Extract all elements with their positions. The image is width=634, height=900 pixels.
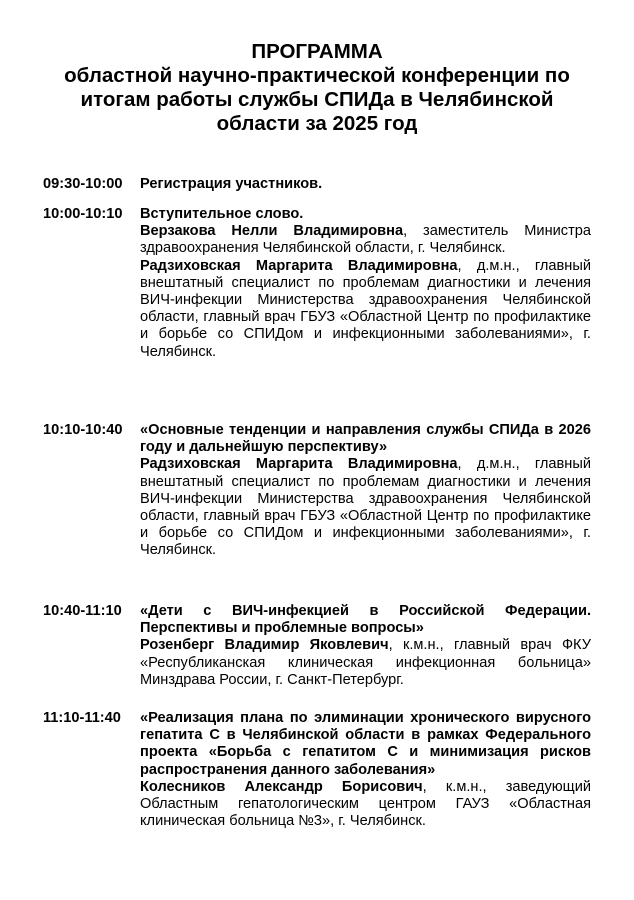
schedule-time: 10:00-10:10	[43, 206, 123, 222]
schedule-topic: Регистрация участников.	[140, 176, 323, 192]
schedule-time: 11:10-11:40	[43, 710, 121, 726]
speaker-details: , д.м.н., главный внештатный специалист по проблемам диагностики и лечения ВИЧ-инфекции Министерства здравоохранения Челябинской области, главный врач ГБУЗ «Областной Центр по профилактике и борьбе со СПИДом и инфекционными заболеваниями», г. Челябинск.	[140, 456, 591, 559]
speaker-name: Розенберг Владимир Яковлевич	[140, 637, 389, 654]
speaker	[140, 637, 591, 689]
schedule-time: 09:30-10:00	[43, 176, 123, 192]
schedule-time: 10:40-11:10	[43, 603, 122, 619]
schedule-topic: «Дети с ВИЧ-инфекцией в Российской Федерации. Перспективы и проблемные вопросы»	[140, 603, 591, 637]
speaker-details: , к.м.н., главный врач ФКУ «Республиканская клиническая инфекционная больница» Минздрава России, г. Санкт-Петербург.	[140, 637, 591, 688]
speaker-details: , д.м.н., главный внештатный специалист по проблемам диагностики и лечения ВИЧ-инфекции Министерства здравоохранения Челябинской области, главный врач ГБУЗ «Областной Центр по профилактике и борьбе со СПИДом и инфекционными заболеваниями», г. Челябинск.	[140, 257, 591, 360]
schedule-topic: Вступительное слово.	[140, 206, 304, 222]
schedule-content	[140, 176, 591, 193]
speaker-details: , к.м.н., заведующий Областным гепатологическим центром ГАУЗ «Областная клиническая больница №3», г. Челябинск.	[140, 778, 591, 830]
speaker-details: , заместитель Министра здравоохранения Челябинской области, г. Челябинск.	[140, 223, 591, 257]
schedule-content	[140, 710, 591, 830]
speaker-name: Верзакова Нелли Владимировна	[140, 223, 404, 240]
subtitle-line: области за 2025 год	[216, 112, 418, 135]
subtitle-line: областной научно-практической конференции по	[64, 64, 570, 87]
speaker	[140, 456, 591, 559]
program-header	[0, 40, 634, 136]
speaker-name: Радзиховская Маргарита Владимировна	[140, 257, 458, 274]
page-title: ПРОГРАММА	[251, 40, 383, 63]
speaker	[140, 223, 591, 257]
schedule-topic: «Основные тенденции и направления службы СПИДа в 2026 году и дальнейшую перспективу»	[140, 422, 591, 456]
speaker-name: Радзиховская Маргарита Владимировна	[140, 456, 458, 473]
speaker	[140, 258, 591, 361]
speaker-name: Колесников Александр Борисович	[140, 778, 423, 795]
schedule-content	[140, 603, 591, 689]
schedule-content	[140, 422, 591, 560]
schedule-topic: «Реализация плана по элиминации хронического вирусного гепатита С в Челябинской области в рамках Федерального проекта «Борьба с гепатитом С и минимизация рисков распространения данного заболевания»	[140, 710, 591, 778]
speaker	[140, 779, 591, 831]
schedule-time: 10:10-10:40	[43, 422, 123, 438]
schedule-content	[140, 206, 591, 361]
subtitle-line: итогам работы службы СПИДа в Челябинской	[80, 88, 554, 111]
